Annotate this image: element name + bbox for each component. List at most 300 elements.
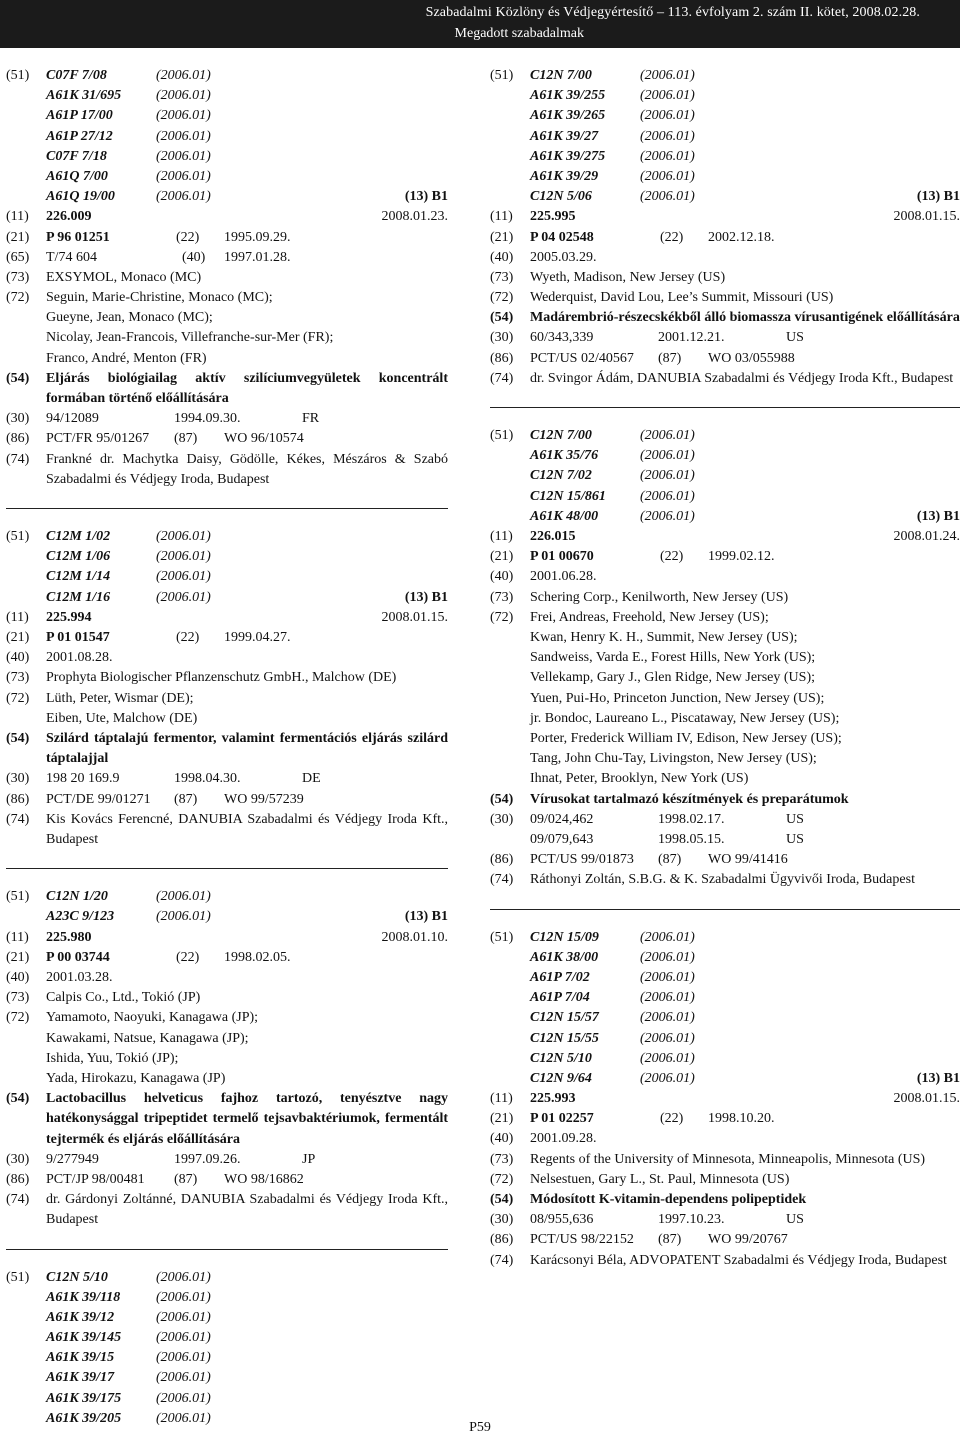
- ipc-version: (2006.01): [156, 168, 211, 184]
- inid-code: (72): [6, 290, 30, 306]
- inid-code: (30): [490, 1212, 514, 1228]
- inid-code: (74): [490, 872, 514, 888]
- entry-line: [490, 1109, 960, 1129]
- inid-code: (54): [6, 370, 30, 386]
- ipc-version: (2006.01): [640, 428, 695, 444]
- entry-line: [490, 988, 960, 1008]
- patent-number: 226.009: [46, 209, 92, 225]
- entry-line: [490, 507, 960, 527]
- ipc-version: (2006.01): [640, 168, 695, 184]
- ipc-class: A61K 35/76: [530, 448, 599, 464]
- inid-code: (11): [6, 209, 29, 225]
- invention-title: [490, 308, 960, 328]
- priority-date: 1998.05.15.: [658, 831, 725, 847]
- application-date: 1999.04.27.: [224, 630, 291, 646]
- priority-date: 2001.12.21.: [658, 330, 725, 346]
- pct-number: PCT/US 98/22152: [530, 1232, 634, 1248]
- left-column: [6, 66, 448, 1429]
- inventor: [6, 1049, 448, 1069]
- inid-code: (22): [176, 229, 200, 245]
- kind-code: (13) B1: [404, 189, 448, 205]
- entry-line: [490, 66, 960, 86]
- ipc-class: C12M 1/14: [46, 569, 111, 585]
- inid-code: (11): [490, 529, 513, 544]
- entry-separator: [490, 909, 960, 910]
- ipc-class: A61K 39/15: [46, 1350, 115, 1366]
- inid-code: (74): [490, 1252, 514, 1268]
- ipc-version: (2006.01): [156, 128, 211, 144]
- ipc-version: (2006.01): [640, 990, 695, 1006]
- wo-number: WO 98/16862: [224, 1171, 304, 1187]
- inid-code: (30): [6, 1151, 30, 1167]
- kind-code: (13) B1: [404, 909, 448, 925]
- inid-code: (21): [6, 949, 30, 965]
- ipc-version: (2006.01): [156, 88, 211, 104]
- inid-code: (21): [490, 1111, 514, 1127]
- entry-line: [6, 187, 448, 207]
- inventor: [490, 689, 960, 709]
- entry-line: [490, 207, 960, 227]
- inid-code: (11): [6, 929, 29, 945]
- application-number: P 04 02548: [530, 229, 594, 245]
- priority-date: 1998.04.30.: [174, 771, 241, 787]
- application-number: P 96 01251: [46, 229, 110, 245]
- ipc-class: A61Q 7/00: [46, 168, 108, 184]
- patent-entry: [6, 1268, 448, 1430]
- entry-line: [6, 1268, 448, 1288]
- inventor-text: Sandweiss, Varda E., Forest Hills, New York (US);: [530, 650, 816, 666]
- application-date: 2002.12.18.: [708, 229, 775, 245]
- inid-code: (21): [490, 549, 514, 565]
- inid-code: (51): [490, 929, 514, 945]
- ipc-version: (2006.01): [156, 1269, 211, 1285]
- ipc-class: A61K 39/265: [530, 108, 606, 124]
- inventor-text: Kwan, Henry K. H., Summit, New Jersey (US);: [530, 629, 798, 645]
- entry-line: [6, 228, 448, 248]
- agent-text: Kis Kovács Ferencné, DANUBIA Szabadalmi és Védjegy Iroda Kft., Budapest: [46, 811, 448, 847]
- ipc-class: A61K 39/145: [46, 1330, 122, 1346]
- ipc-version: (2006.01): [156, 549, 211, 565]
- ipc-version: (2006.01): [640, 969, 695, 985]
- entry-separator: [490, 407, 960, 408]
- patent-number: 225.994: [46, 609, 92, 625]
- application-date: 1999.02.12.: [708, 549, 775, 565]
- inid-code: (72): [490, 1171, 514, 1187]
- inventor: [490, 608, 960, 628]
- ipc-class: C12N 15/57: [530, 1010, 599, 1026]
- holder-text: Regents of the University of Minnesota, Minneapolis, Minnesota (US): [530, 1151, 926, 1167]
- publication-number: T/74 604: [46, 249, 97, 265]
- inventor: [6, 288, 448, 308]
- ipc-class: A61K 39/205: [46, 1410, 122, 1426]
- entry-line: [6, 1150, 448, 1170]
- inventor-text: Ihnat, Peter, Brooklyn, New York (US): [530, 771, 749, 787]
- holder-text: Prophyta Biologischer Pflanzenschutz GmbH., Malchow (DE): [46, 670, 397, 686]
- inventor-text: Nelsestuen, Gary L., St. Paul, Minnesota (US): [530, 1171, 790, 1187]
- inid-code: (87): [174, 431, 198, 447]
- entry-line: [490, 147, 960, 167]
- entry-line: [6, 790, 448, 810]
- entry-line: [490, 248, 960, 268]
- agent: [6, 1190, 448, 1230]
- ipc-version: (2006.01): [156, 569, 211, 585]
- invention-title: [490, 1190, 960, 1210]
- entry-line: [6, 968, 448, 988]
- wo-number: WO 96/10574: [224, 431, 304, 447]
- entry-line: [6, 588, 448, 608]
- holder: [490, 588, 960, 608]
- entry-line: [490, 928, 960, 948]
- inid-code: (73): [6, 269, 30, 285]
- grant-date: 2008.01.15.: [893, 1091, 960, 1107]
- ipc-version: (2006.01): [156, 909, 211, 925]
- entry-line: [490, 1129, 960, 1149]
- holder: [6, 668, 448, 688]
- title-text: Lactobacillus helveticus fajhoz tartozó, tenyésztve nagy hatékonysággal tripeptidet termelő tejsavbaktériumok, fermentált tejtermék és eljárás előállítására: [46, 1091, 448, 1147]
- inid-code: (22): [176, 630, 200, 646]
- inventor-text: Gueyne, Jean, Monaco (MC);: [46, 310, 213, 326]
- priority-date: 1994.09.30.: [174, 411, 241, 427]
- entry-line: [6, 567, 448, 587]
- inid-code: (87): [174, 791, 198, 807]
- ipc-version: (2006.01): [156, 1309, 211, 1325]
- inventor-text: Franco, André, Menton (FR): [46, 350, 207, 366]
- ipc-version: (2006.01): [640, 1030, 695, 1046]
- ipc-version: (2006.01): [156, 1289, 211, 1305]
- grant-date: 2008.01.15.: [893, 209, 960, 225]
- inid-code: (74): [6, 811, 30, 827]
- patent-number: 225.995: [530, 209, 576, 225]
- inventor-text: Tang, John Chu-Tay, Livingston, New Jersey (US);: [530, 751, 817, 767]
- inid-code: (87): [658, 852, 682, 868]
- ipc-class: C12N 5/10: [46, 1269, 108, 1285]
- ipc-version: (2006.01): [640, 949, 695, 965]
- grant-date: 2008.01.10.: [381, 929, 448, 945]
- inid-code: (54): [490, 791, 514, 807]
- inid-code: (86): [6, 431, 30, 447]
- ipc-version: (2006.01): [640, 1070, 695, 1086]
- ipc-version: (2006.01): [156, 1330, 211, 1346]
- wo-number: WO 03/055988: [708, 350, 795, 366]
- agent-text: dr. Gárdonyi Zoltánné, DANUBIA Szabadalmi és Védjegy Iroda Kft., Budapest: [46, 1192, 448, 1228]
- entry-line: [6, 907, 448, 927]
- entry-line: [490, 948, 960, 968]
- ipc-class: C12N 5/10: [530, 1050, 592, 1066]
- entry-line: [490, 1089, 960, 1109]
- ipc-class: C12M 1/16: [46, 589, 111, 605]
- entry-line: [6, 1328, 448, 1348]
- priority-country: JP: [302, 1151, 316, 1167]
- agent: [490, 1251, 960, 1271]
- inventor: [490, 628, 960, 648]
- inid-code: (40): [490, 569, 514, 585]
- agent: [490, 870, 960, 890]
- inid-code: (51): [6, 889, 30, 905]
- ipc-class: C07F 7/08: [46, 68, 107, 83]
- holder: [490, 1150, 960, 1170]
- page-number: P59: [469, 1420, 491, 1435]
- entry-line: [6, 429, 448, 449]
- ipc-class: A61P 27/12: [46, 128, 113, 144]
- inventor-text: Lüth, Peter, Wismar (DE);: [46, 690, 194, 706]
- pct-number: PCT/JP 98/00481: [46, 1171, 145, 1187]
- title-text: Vírusokat tartalmazó készítmények és preparátumok: [530, 791, 849, 807]
- ipc-class: A61K 39/17: [46, 1370, 115, 1386]
- patent-entry: [6, 66, 448, 490]
- entry-line: [490, 567, 960, 587]
- inid-code: (86): [6, 1171, 30, 1187]
- entry-line: [490, 850, 960, 870]
- entry-line: [490, 810, 960, 830]
- ipc-version: (2006.01): [640, 1050, 695, 1066]
- publication-date: 2005.03.29.: [530, 249, 597, 265]
- ipc-version: (2006.01): [640, 468, 695, 484]
- inventor: [6, 1069, 448, 1089]
- ipc-class: A61K 48/00: [530, 508, 599, 524]
- inventor-text: Kawakami, Natsue, Kanagawa (JP);: [46, 1030, 249, 1046]
- inid-code: (51): [490, 68, 514, 83]
- inid-code: (86): [6, 791, 30, 807]
- inid-code: (21): [6, 229, 30, 245]
- ipc-version: (2006.01): [640, 189, 695, 205]
- patent-entry: [490, 66, 960, 389]
- ipc-class: C12N 7/00: [530, 68, 592, 83]
- ipc-class: A61K 31/695: [46, 88, 122, 104]
- priority-country: US: [786, 1212, 804, 1228]
- ipc-class: A23C 9/123: [46, 909, 115, 925]
- inventor: [6, 308, 448, 328]
- inid-code: (22): [660, 549, 684, 565]
- ipc-version: (2006.01): [156, 189, 211, 205]
- entry-separator: [6, 868, 448, 869]
- publication-date: 2001.06.28.: [530, 569, 597, 585]
- ipc-class: A61K 38/00: [530, 949, 599, 965]
- inid-code: (74): [490, 370, 514, 386]
- entry-line: [490, 1230, 960, 1250]
- inventor-text: Porter, Frederick William IV, Edison, New Jersey (US);: [530, 730, 842, 746]
- priority-number: 9/277949: [46, 1151, 99, 1167]
- entry-line: [490, 466, 960, 486]
- inventor-text: Frei, Andreas, Freehold, New Jersey (US);: [530, 609, 769, 625]
- ipc-class: A61K 39/175: [46, 1390, 122, 1406]
- holder-text: Schering Corp., Kenilworth, New Jersey (US): [530, 589, 789, 605]
- kind-code: (13) B1: [916, 1070, 960, 1086]
- inventor-text: Yamamoto, Naoyuki, Kanagawa (JP);: [46, 1010, 259, 1026]
- patent-number: 225.993: [530, 1091, 576, 1107]
- patent-entry: [6, 527, 448, 850]
- entry-line: [6, 147, 448, 167]
- publication-date: 2001.08.28.: [46, 650, 113, 666]
- entry-line: [6, 527, 448, 547]
- ipc-class: A61K 39/118: [46, 1289, 121, 1305]
- agent: [6, 450, 448, 490]
- ipc-class: C12N 5/06: [530, 189, 592, 205]
- entry-line: [490, 527, 960, 547]
- inid-code: (73): [490, 589, 514, 605]
- entry-separator: [6, 1249, 448, 1250]
- holder-text: EXSYMOL, Monaco (MC): [46, 269, 202, 285]
- agent: [6, 810, 448, 850]
- entry-line: [6, 1170, 448, 1190]
- inid-code: (40): [6, 969, 30, 985]
- ipc-version: (2006.01): [640, 929, 695, 945]
- ipc-class: C12N 7/02: [530, 468, 592, 484]
- entry-line: [6, 1389, 448, 1409]
- priority-country: US: [786, 330, 804, 346]
- wo-number: WO 99/57239: [224, 791, 304, 807]
- priority-date: 1998.02.17.: [658, 811, 725, 827]
- ipc-version: (2006.01): [640, 128, 695, 144]
- entry-separator: [6, 508, 448, 509]
- ipc-class: A61K 39/275: [530, 148, 606, 164]
- inventor: [490, 668, 960, 688]
- application-date: 1998.10.20.: [708, 1111, 775, 1127]
- inid-code: (73): [490, 1151, 514, 1167]
- entry-line: [490, 1069, 960, 1089]
- inid-code: (73): [490, 269, 514, 285]
- entry-line: [490, 446, 960, 466]
- priority-country: DE: [302, 771, 321, 787]
- ipc-version: (2006.01): [156, 1370, 211, 1386]
- entry-line: [6, 1308, 448, 1328]
- ipc-class: C12N 15/09: [530, 929, 599, 945]
- entry-line: [490, 167, 960, 187]
- ipc-version: (2006.01): [156, 1410, 211, 1426]
- kind-code: (13) B1: [916, 508, 960, 524]
- inid-code: (72): [6, 1010, 30, 1026]
- entry-line: [490, 127, 960, 147]
- entry-line: [6, 1348, 448, 1368]
- ipc-version: (2006.01): [156, 589, 211, 605]
- priority-number: 08/955,636: [530, 1212, 594, 1228]
- patent-entry: [490, 928, 960, 1271]
- ipc-class: A61Q 19/00: [46, 189, 115, 205]
- holder-text: Calpis Co., Ltd., Tokió (JP): [46, 990, 201, 1006]
- entry-line: [6, 248, 448, 268]
- agent-text: Karácsonyi Béla, ADVOPATENT Szabadalmi és Védjegy Iroda, Budapest: [530, 1252, 947, 1268]
- grant-date: 2008.01.24.: [893, 529, 960, 544]
- entry-line: [6, 547, 448, 567]
- wo-number: WO 99/41416: [708, 852, 788, 868]
- inid-code: (54): [490, 1192, 514, 1208]
- ipc-version: (2006.01): [640, 88, 695, 104]
- ipc-version: (2006.01): [156, 529, 211, 545]
- ipc-class: C12N 15/861: [530, 488, 606, 504]
- application-number: P 01 00670: [530, 549, 594, 565]
- inid-code: (73): [6, 990, 30, 1006]
- inventor-text: Seguin, Marie-Christine, Monaco (MC);: [46, 290, 273, 306]
- entry-line: [490, 1210, 960, 1230]
- inid-code: (73): [6, 670, 30, 686]
- title-text: Módosított K-vitamin-dependens polipeptidek: [530, 1192, 807, 1208]
- inventor: [6, 1029, 448, 1049]
- ipc-version: (2006.01): [640, 108, 695, 124]
- inid-code: (54): [6, 1091, 30, 1107]
- ipc-version: (2006.01): [640, 488, 695, 504]
- entry-line: [6, 1368, 448, 1388]
- entry-line: [6, 207, 448, 227]
- inid-code: (54): [490, 310, 514, 326]
- application-date: 1995.09.29.: [224, 229, 291, 245]
- inid-code: (74): [6, 1192, 30, 1208]
- ipc-version: (2006.01): [156, 1350, 211, 1366]
- entry-line: [6, 608, 448, 628]
- entry-line: [6, 66, 448, 86]
- application-date: 1998.02.05.: [224, 949, 291, 965]
- inventor-text: Vellekamp, Gary J., Glen Ridge, New Jersey (US);: [530, 670, 815, 686]
- inid-code: (86): [490, 350, 514, 366]
- inid-code: (40): [182, 249, 206, 265]
- ipc-version: (2006.01): [156, 68, 211, 83]
- priority-number: 09/024,462: [530, 811, 594, 827]
- entry-line: [490, 228, 960, 248]
- ipc-version: (2006.01): [156, 1390, 211, 1406]
- ipc-class: A61K 39/27: [530, 128, 599, 144]
- ipc-class: C12M 1/02: [46, 529, 111, 545]
- inid-code: (86): [490, 852, 514, 868]
- entry-line: [490, 349, 960, 369]
- entry-line: [6, 106, 448, 126]
- application-number: P 01 02257: [530, 1111, 594, 1127]
- inid-code: (11): [6, 609, 29, 625]
- ipc-version: (2006.01): [156, 108, 211, 124]
- journal-title: Szabadalmi Közlöny és Védjegyértesítő – 113. évfolyam 2. szám II. kötet, 2008.02.28.: [425, 5, 920, 20]
- inventor: [6, 349, 448, 369]
- ipc-version: (2006.01): [640, 148, 695, 164]
- inventor-text: Wederquist, David Lou, Lee’s Summit, Missouri (US): [530, 290, 834, 306]
- entry-line: [6, 167, 448, 187]
- inid-code: (30): [6, 771, 30, 787]
- entry-line: [6, 86, 448, 106]
- ipc-version: (2006.01): [156, 148, 211, 164]
- inventor: [6, 1008, 448, 1028]
- inventor: [490, 288, 960, 308]
- inventor-text: Ishida, Yuu, Tokió (JP);: [46, 1050, 179, 1066]
- holder: [6, 268, 448, 288]
- ipc-version: (2006.01): [640, 448, 695, 464]
- ipc-class: A61K 39/12: [46, 1309, 115, 1325]
- entry-line: [490, 830, 960, 850]
- entry-line: [490, 187, 960, 207]
- agent: [490, 369, 960, 389]
- ipc-version: (2006.01): [156, 889, 211, 905]
- inid-code: (72): [6, 690, 30, 706]
- pct-number: PCT/DE 99/01271: [46, 791, 151, 807]
- kind-code: (13) B1: [404, 589, 448, 605]
- kind-code: (13) B1: [916, 189, 960, 205]
- ipc-class: A61P 7/04: [530, 990, 590, 1006]
- ipc-class: C12N 9/64: [530, 1070, 592, 1086]
- page-header: [0, 0, 960, 48]
- ipc-version: (2006.01): [640, 508, 695, 524]
- publication-date: 2001.03.28.: [46, 969, 113, 985]
- entry-line: [490, 328, 960, 348]
- invention-title: [6, 729, 448, 769]
- inventor-text: Yuen, Pui-Ho, Princeton Junction, New Jersey (US);: [530, 690, 825, 706]
- ipc-version: (2006.01): [640, 1010, 695, 1026]
- priority-date: 1997.09.26.: [174, 1151, 241, 1167]
- inid-code: (30): [490, 330, 514, 346]
- entry-line: [6, 887, 448, 907]
- grant-date: 2008.01.23.: [381, 209, 448, 225]
- priority-number: 09/079,643: [530, 831, 594, 847]
- inventor: [6, 709, 448, 729]
- entry-line: [490, 1029, 960, 1049]
- ipc-class: A61P 17/00: [46, 108, 113, 124]
- inid-code: (65): [6, 249, 30, 265]
- inid-code: (87): [174, 1171, 198, 1187]
- entry-line: [6, 769, 448, 789]
